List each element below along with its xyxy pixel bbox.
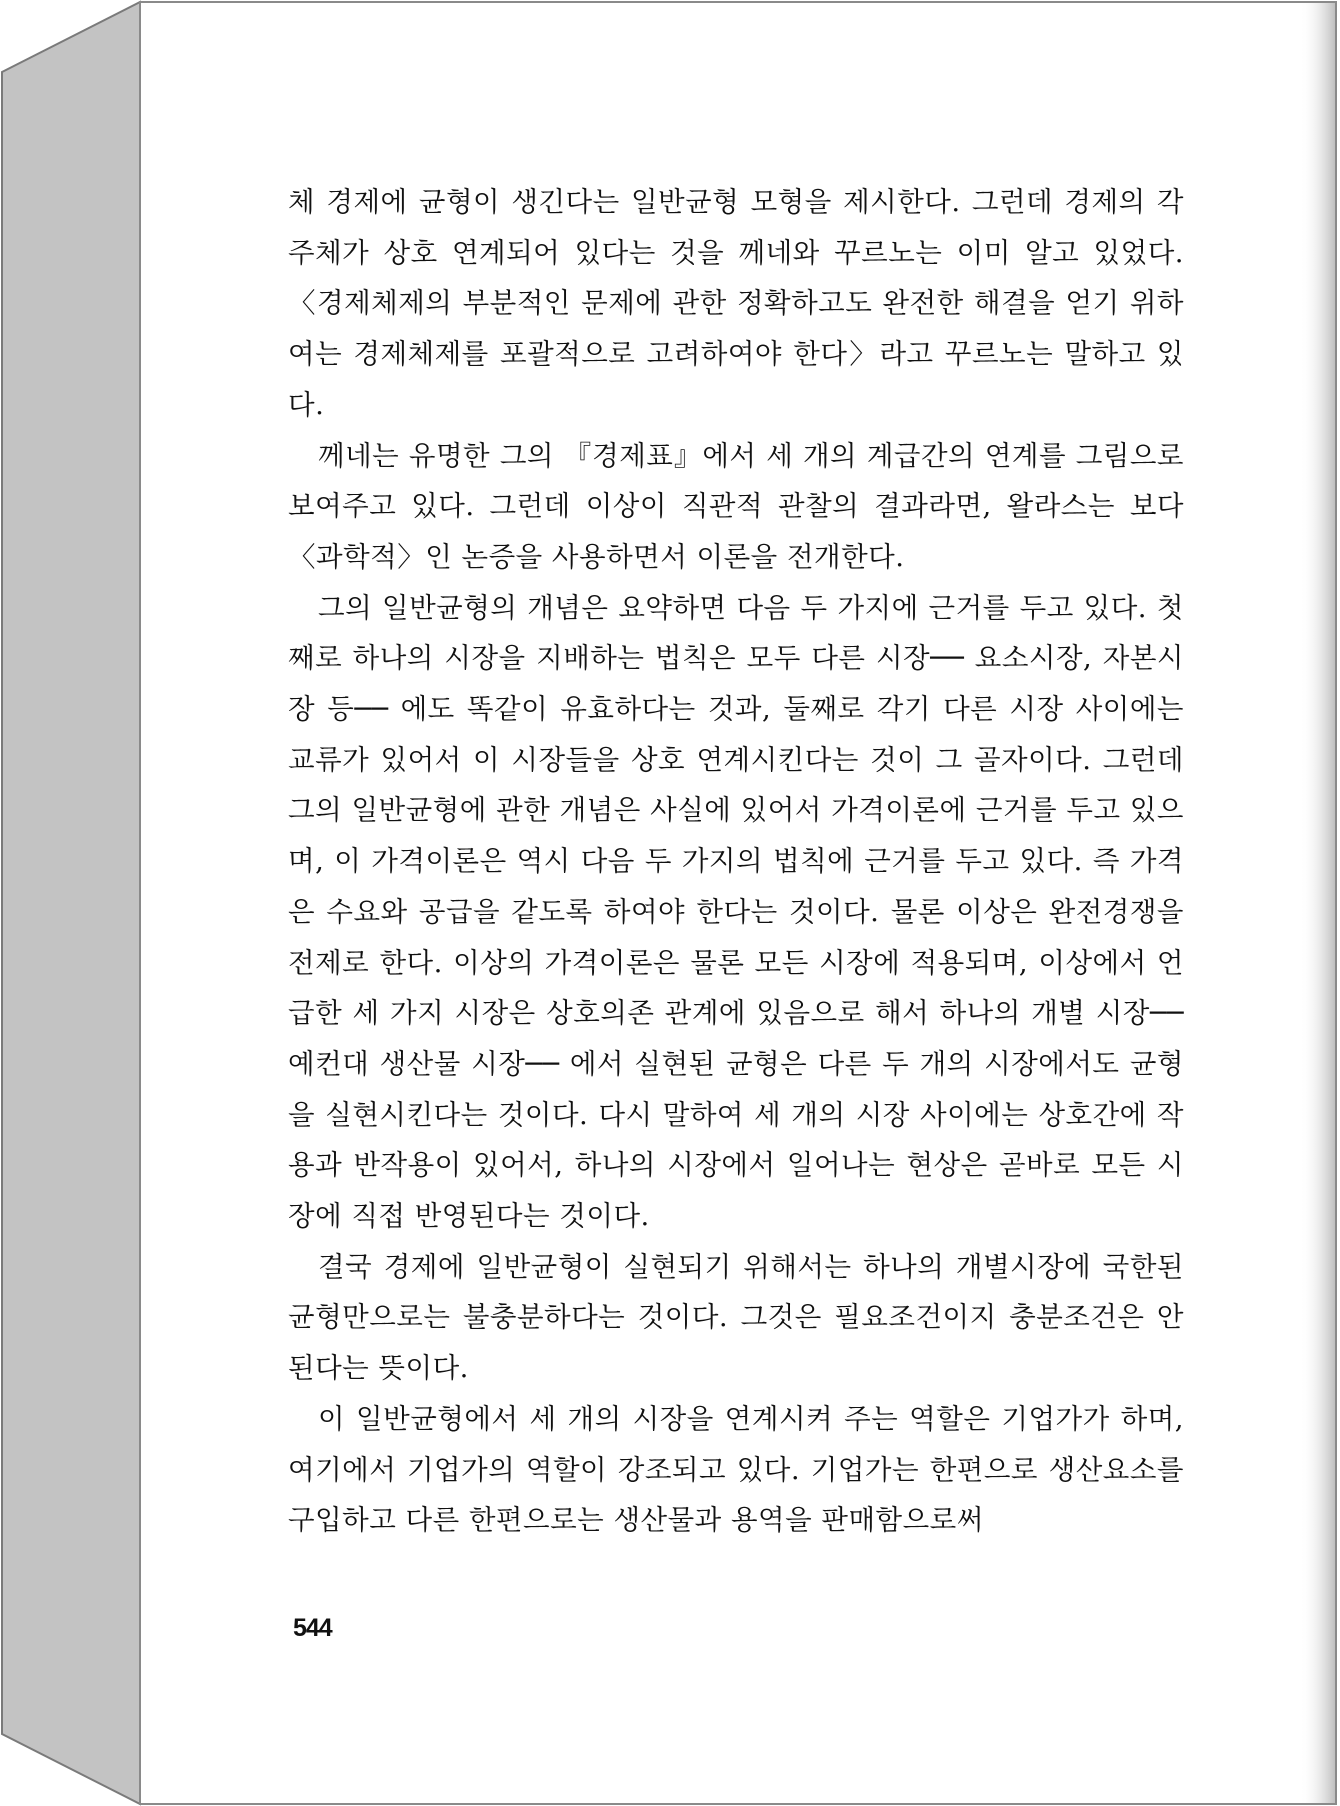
book-spine: [2, 2, 140, 1804]
paragraph: 이 일반균형에서 세 개의 시장을 연계시켜 주는 역할은 기업가가 하며, 여기에서 기업가의 역할이 강조되고 있다. 기업가는 한편으로 생산요소를 구입하고 다른 한편으로는 생산물과 용역을 판매함으로써: [288, 1402, 1184, 1537]
page-body-text: [288, 177, 1184, 1546]
page-number: 544: [293, 1614, 332, 1642]
paragraph: 께네는 유명한 그의 『경제표』에서 세 개의 계급간의 연계를 그림으로 보여주고 있다. 그런데 이상이 직관적 관찰의 결과라면, 왈라스는 보다 〈과학적〉인 논증을 사용하면서 이론을 전개한다.: [288, 439, 1184, 573]
paragraph: 결국 경제에 일반균형이 실현되기 위해서는 하나의 개별시장에 국한된 균형만으로는 불충분하다는 것이다. 그것은 필요조건이지 충분조건은 안 된다는 뜻이다.: [288, 1250, 1184, 1385]
page-edge-shadow: [1300, 3, 1335, 1803]
paragraph: 그의 일반균형의 개념은 요약하면 다음 두 가지에 근거를 두고 있다. 첫째로 하나의 시장을 지배하는 법칙은 모두 다른 시장── 요소시장, 자본시장 등── 에도 똑같이 유효하다는 것과, 둘째로 각기 다른 시장 사이에는 교류가 있어서 이 시장들을 상호 연계시킨다는 것이 그 골자이다. 그런데 그의 일반균형에 관한 개념은 사실에 있어서 가격이론에 근거를 두고 있으며, 이 가격이론은 역시 다음 두 가지의 법칙에 근거를 두고 있다. 즉 가격은 수요와 공급을 같도록 하여야 한다는 것이다. 물론 이상은 완전경쟁을 전제로 한다. 이상의 가격이론은 물론 모든 시장에 적용되며, 이상에서 언급한 세 가지 시장은 상호의존 관계에 있음으로 해서 하나의 개별 시장── 예컨대 생산물 시장── 에서 실현된 균형은 다른 두 개의 시장에서도 균형을 실현시킨다는 것이다. 다시 말하여 세 개의 시장 사이에는 상호간에 작용과 반작용이 있어서, 하나의 시장에서 일어나는 현상은 곧바로 모든 시장에 직접 반영된다는 것이다.: [288, 591, 1184, 1233]
paragraph: 체 경제에 균형이 생긴다는 일반균형 모형을 제시한다. 그런데 경제의 각 주체가 상호 연계되어 있다는 것을 께네와 꾸르노는 이미 알고 있었다. 〈경제체제의 부분적인 문제에 관한 정확하고도 완전한 해결을 얻기 위하여는 경제체제를 포괄적으로 고려하여야 한다〉라고 꾸르노는 말하고 있다.: [288, 186, 1184, 421]
